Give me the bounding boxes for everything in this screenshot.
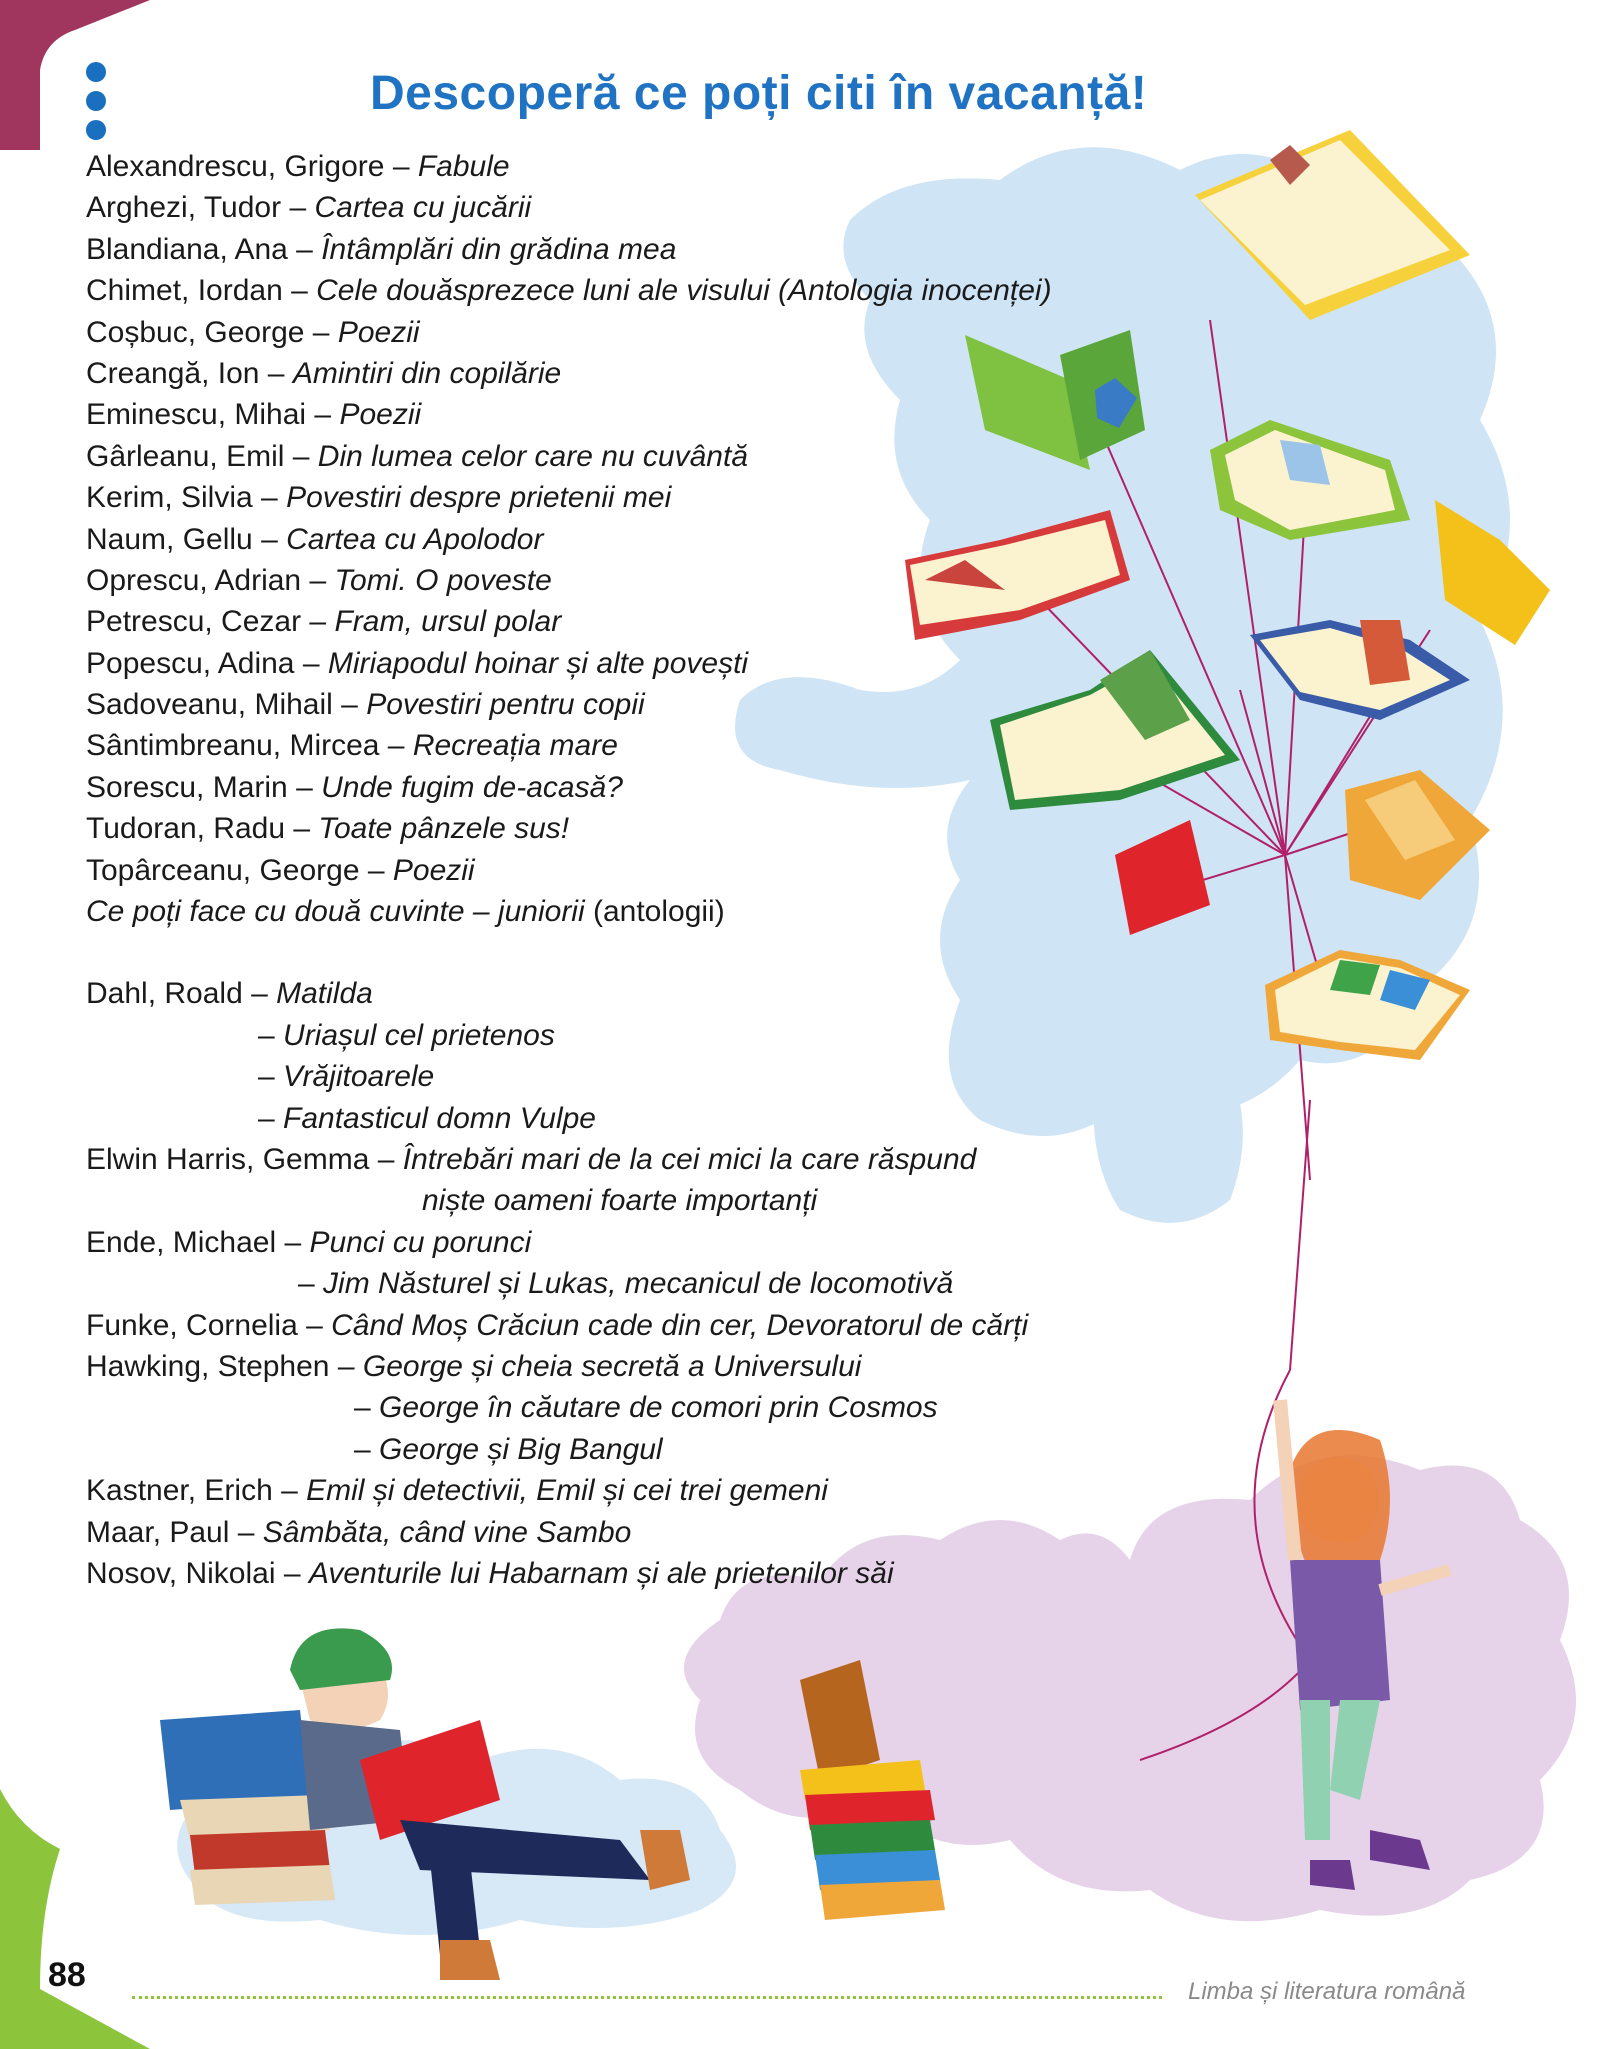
list-item: Funke, Cornelia – Când Moș Crăciun cade din cer, Devoratorul de cărți	[86, 1308, 1029, 1342]
list-item: Hawking, Stephen – George și cheia secretă a Universului	[86, 1349, 862, 1383]
list-item: Gârleanu, Emil – Din lumea celor care nu cuvântă	[86, 439, 749, 473]
list-item: Sadoveanu, Mihail – Povestiri pentru copii	[86, 688, 645, 722]
footer-subject: Limba și literatura română	[1188, 1978, 1466, 2005]
list-item: Naum, Gellu – Cartea cu Apolodor	[86, 522, 544, 556]
list-item: Topârceanu, George – Poezii	[86, 853, 475, 887]
list-item: Creangă, Ion – Amintiri din copilărie	[86, 356, 562, 390]
reading-list	[86, 146, 1186, 1594]
list-item-continued: – George în căutare de comori prin Cosmos	[354, 1391, 938, 1425]
list-item-continued: – Fantasticul domn Vulpe	[258, 1101, 596, 1135]
list-item: Chimet, Iordan – Cele douăsprezece luni ale visului (Antologia inocenței)	[86, 274, 1052, 308]
list-item-continued: – George și Big Bangul	[354, 1432, 663, 1466]
page-title: Descoperă ce poți citi în vacanță!	[370, 67, 1148, 120]
list-item: Elwin Harris, Gemma – Întrebări mari de la cei mici la care răspund	[86, 1142, 977, 1176]
list-item: Popescu, Adina – Miriapodul hoinar și alte povești	[86, 646, 749, 680]
list-item: Kerim, Silvia – Povestiri despre prietenii mei	[86, 481, 672, 515]
list-item-continued: niște oameni foarte importanți	[422, 1184, 818, 1218]
page-number: 88	[48, 1956, 86, 1994]
list-item: Dahl, Roald – Matilda	[86, 977, 373, 1011]
list-item: Arghezi, Tudor – Cartea cu jucării	[86, 191, 532, 225]
list-item-anthology: Ce poți face cu două cuvinte – juniorii (antologii)	[86, 895, 725, 929]
list-item: Tudoran, Radu – Toate pânzele sus!	[86, 812, 570, 846]
list-item-continued: – Jim Năsturel și Lukas, mecanicul de locomotivă	[298, 1267, 954, 1301]
list-item: Eminescu, Mihai – Poezii	[86, 398, 422, 432]
list-item-continued: – Uriașul cel prietenos	[258, 1018, 555, 1052]
list-item: Maar, Paul – Sâmbăta, când vine Sambo	[86, 1515, 632, 1549]
list-item: Ende, Michael – Punci cu porunci	[86, 1225, 532, 1259]
list-item-continued: – Vrăjitoarele	[258, 1060, 435, 1094]
list-item: Petrescu, Cezar – Fram, ursul polar	[86, 605, 562, 639]
footer-divider	[132, 1996, 1162, 1999]
list-item: Nosov, Nikolai – Aventurile lui Habarnam și ale prietenilor săi	[86, 1556, 894, 1590]
list-item: Oprescu, Adrian – Tomi. O poveste	[86, 563, 552, 597]
list-item: Sântimbreanu, Mircea – Recreația mare	[86, 729, 618, 763]
list-item: Coșbuc, George – Poezii	[86, 315, 420, 349]
list-item: Sorescu, Marin – Unde fugim de-acasă?	[86, 770, 623, 804]
list-item: Alexandrescu, Grigore – Fabule	[86, 150, 510, 183]
list-item: Blandiana, Ana – Întâmplări din grădina mea	[86, 232, 677, 266]
list-item: Kastner, Erich – Emil și detectivii, Emil și cei trei gemeni	[86, 1474, 828, 1508]
